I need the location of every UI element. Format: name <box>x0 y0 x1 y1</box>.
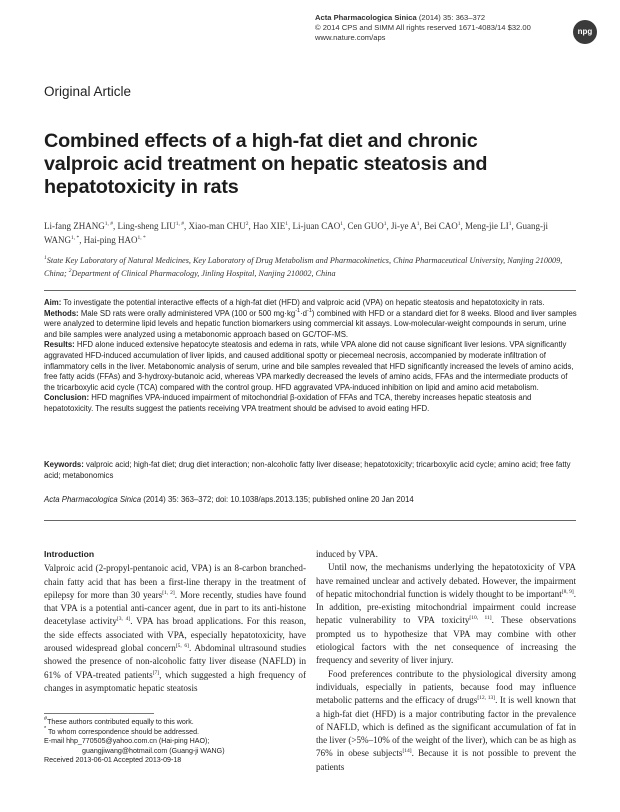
reference[interactable]: [8, 9] <box>561 588 574 595</box>
footnote-divider <box>44 713 154 714</box>
divider <box>44 290 576 291</box>
author-sup: 1 <box>457 221 461 227</box>
author-sup: 2 <box>245 221 249 227</box>
author-sup: 1 <box>383 221 387 227</box>
footnote-email[interactable]: E-mail hhp_770505@yahoo.com.cn (Hai-ping HAO); <box>44 737 210 746</box>
text: Until now, the mechanisms underlying the hepatotoxicity of VPA have remained unclear and actively debated. However, the impairment of hepatic mitochondrial function is widely thought to be important <box>316 562 576 599</box>
section-heading: Introduction <box>44 549 95 559</box>
abstract-results-label: Results: <box>44 340 75 350</box>
reference[interactable]: [7] <box>152 669 160 676</box>
text: . More recently, studies have found that VPA is a potential anti-cancer agent, due in part to its anti-histone deacetylase activity <box>44 589 306 627</box>
paragraph <box>316 561 576 667</box>
abstract-conclusion-text: HFD magnifies VPA-induced impairment of mitochondrial β-oxidation of FFAs and TCA, thereby increases hepatic steatosis and hepatotoxicity. The results suggest the patients receiving VPA treatment should be advised to avoid eating HFD. <box>44 393 532 413</box>
author-sup: 1 <box>340 221 343 227</box>
paragraph <box>316 668 576 774</box>
superscript: -1 <box>295 307 301 314</box>
text: , which suggested a high frequency of changes in asymptomatic hepatic steatosis <box>44 669 306 693</box>
text: . In addition, pre-existing mitochondrial impairment could increase hepatic vulnerability to VPA toxicity <box>316 588 577 626</box>
abstract-methods-label: Methods: <box>44 308 79 318</box>
author: Li-fang ZHANG <box>44 221 105 231</box>
reference[interactable]: [10, 11] <box>469 615 492 622</box>
author: , Bei CAO <box>419 221 458 231</box>
npg-logo: npg <box>573 20 597 44</box>
author-sup: 1, # <box>175 221 184 227</box>
abstract-methods <box>44 309 578 341</box>
affiliation-1: State Key Laboratory of Natural Medicines, Key Laboratory of Drug Metabolism and Pharmacokinetics, China Pharmaceutical University, Nanjing 210009, China; <box>44 256 563 278</box>
text: . These observations prompted us to hypothesize that VPA may combine with other etiological factors with the net consequence of increasing the frequency and severity of liver injury. <box>316 615 576 666</box>
divider <box>44 520 576 521</box>
paragraph: induced by VPA. <box>316 549 378 559</box>
footnote-symbol: # <box>44 716 48 722</box>
author: , Guang-ji WANG <box>44 221 548 245</box>
author-sup: 1, * <box>71 235 80 241</box>
paragraph <box>44 562 306 695</box>
introduction-section <box>44 548 306 695</box>
text: Food preferences contribute to the physiological diversity among individuals, especially in patients, because food may influence metabolic patterns and the efficacy of drugs <box>316 668 576 706</box>
journal-copyright: © 2014 CPS and SIMM All rights reserved 1671-4083/14 $32.00 <box>315 23 531 32</box>
author-sup: 1 <box>285 221 288 227</box>
reference[interactable]: [12, 13] <box>477 695 496 702</box>
footnote-text: These authors contributed equally to this work. <box>47 718 194 726</box>
abstract <box>44 298 578 415</box>
abstract-aim-label: Aim: <box>44 298 62 307</box>
author: , Meng-jie LI <box>460 221 509 231</box>
article-title: Combined effects of a high-fat diet and chronic valproic acid treatment on hepatic steatosis and hepatotoxicity in rats <box>44 130 488 198</box>
affiliations <box>44 255 574 280</box>
author-sup: 1 <box>508 221 512 227</box>
abstract-aim-text: To investigate the potential interactive effects of a high-fat diet (HFD) and valproic acid (VPA) on hepatic steatosis and hepatotoxicity in rats. <box>61 298 545 307</box>
affiliation-sup: 1 <box>44 255 47 261</box>
author-sup: 1, # <box>104 221 113 227</box>
reference[interactable]: [14] <box>402 748 412 755</box>
author: , Hao XIE <box>248 221 286 231</box>
keywords <box>44 460 578 481</box>
keywords-text: valproic acid; high-fat diet; drug diet interaction; non-alcoholic fatty liver disease; hepatotoxicity; tricarboxylic acid cycle; amino acid; free fatty acid; metabonomics <box>44 460 571 480</box>
abstract-results-text: HFD alone induced extensive hepatocyte steatosis and edema in rats, while VPA alone did not cause significant liver lesions. VPA significantly aggravated HFD-induced accumulation of liver lipids, and caused additional spotty or piecemeal necrosis, accompanied by moderate infiltration of inflammatory cells in the liver. Metabonomic analysis of serum, urine and bile samples revealed that HFD significantly increased the levels of amino acids, free fatty acids (FFAs) and 3-hydroxy-butanoic acid, whereas VPA markedly decreased the levels of amino acids, FFAs and the intermediate products of the tricarboxylic acid cycle (TCA) compared with the control group. HFD aggravated VPA-induced inhibition on lipid and amino acid metabolism. <box>44 340 574 392</box>
abstract-methods-text: Male SD rats were orally administered VPA (100 or 500 mg·kg <box>78 308 296 318</box>
journal-name: Acta Pharmacologica Sinica <box>315 13 417 22</box>
citation-journal: Acta Pharmacologica Sinica <box>44 495 142 504</box>
footnote-text: To whom correspondence should be addressed. <box>47 727 200 736</box>
right-column <box>316 548 576 774</box>
abstract-conclusion <box>44 393 578 414</box>
author: , Hai-ping HAO <box>79 235 138 245</box>
affiliation-2: Department of Clinical Pharmacology, Jinling Hospital, Nanjing 210002, China <box>71 268 336 278</box>
author-sup: 1 <box>416 221 420 227</box>
footnote-symbol: * <box>44 725 47 732</box>
article-type: Original Article <box>44 84 132 99</box>
text: . Abdominal ultrasound studies showed the presence of non-alcoholic fatty liver disease (NAFLD) in 61% of VPA-treated patients <box>44 643 306 680</box>
citation <box>44 495 578 506</box>
citation-details: (2014) 35: 363–372; doi: 10.1038/aps.2013.135; published online 20 Jan 2014 <box>141 495 414 504</box>
author: , Xiao-man CHU <box>183 221 246 231</box>
journal-issue: (2014) 35: 363–372 <box>418 13 486 22</box>
abstract-conclusion-label: Conclusion: <box>44 393 90 403</box>
author: , Cen GUO <box>342 221 384 231</box>
author: , Ling-sheng LIU <box>112 221 176 231</box>
author: , Ji-ye A <box>386 221 417 231</box>
keywords-label: Keywords: <box>44 460 84 469</box>
affiliation-sup: 2 <box>68 267 72 274</box>
text: . Because it is not possible to prevent the patients <box>316 748 576 772</box>
reference[interactable]: [1, 2] <box>162 589 175 596</box>
text: Valproic acid (2-propyl-pentanoic acid, VPA) is an 8-carbon branched-chain fatty acid that has been a first-line therapy in the treatment of epilepsy for more than 30 years <box>44 563 306 600</box>
abstract-methods-text: ) combined with HFD or a standard diet for 8 weeks. Blood and liver samples were analyzed to determine lipid levels and hepatic function biomarkers using commercial kit assays. Low-molecular-weight compounds in serum, urine and bile samples were analyzed using a metabonomic approach based on GC/TOF-MS. <box>44 308 577 339</box>
footnote <box>44 718 306 728</box>
author-list <box>44 219 574 247</box>
author-sup: 1, * <box>137 235 146 241</box>
superscript: -1 <box>307 307 312 314</box>
author: , Li-juan CAO <box>287 221 341 231</box>
abstract-methods-text: ·d <box>300 308 308 318</box>
abstract-results <box>44 340 578 393</box>
reference[interactable]: [3, 4] <box>116 616 131 623</box>
footnote <box>44 725 306 738</box>
journal-url[interactable]: www.nature.com/aps <box>315 33 386 42</box>
footnote-email[interactable]: guangjiwang@hotmail.com (Guang-ji WANG) <box>82 746 225 755</box>
text: . It is well known that a high-fat diet (HFD) is a major contributing factor in the prevalence of NAFLD, which is defined as the significant accumulation of fat in the liver (>5%–10% of the weight of the liver), which can be as high as 76% in obese subjects <box>316 695 576 759</box>
received-dates: Received 2013-06-01 Accepted 2013-09-18 <box>44 756 182 765</box>
reference[interactable]: [5, 6] <box>175 643 190 650</box>
journal-header <box>315 13 565 43</box>
text: . VPA has broad applications. For this reason, the side effects associated with VPA, especially hepatotoxicity, have aroused widespread global concern <box>44 616 306 654</box>
footnotes <box>44 718 306 766</box>
